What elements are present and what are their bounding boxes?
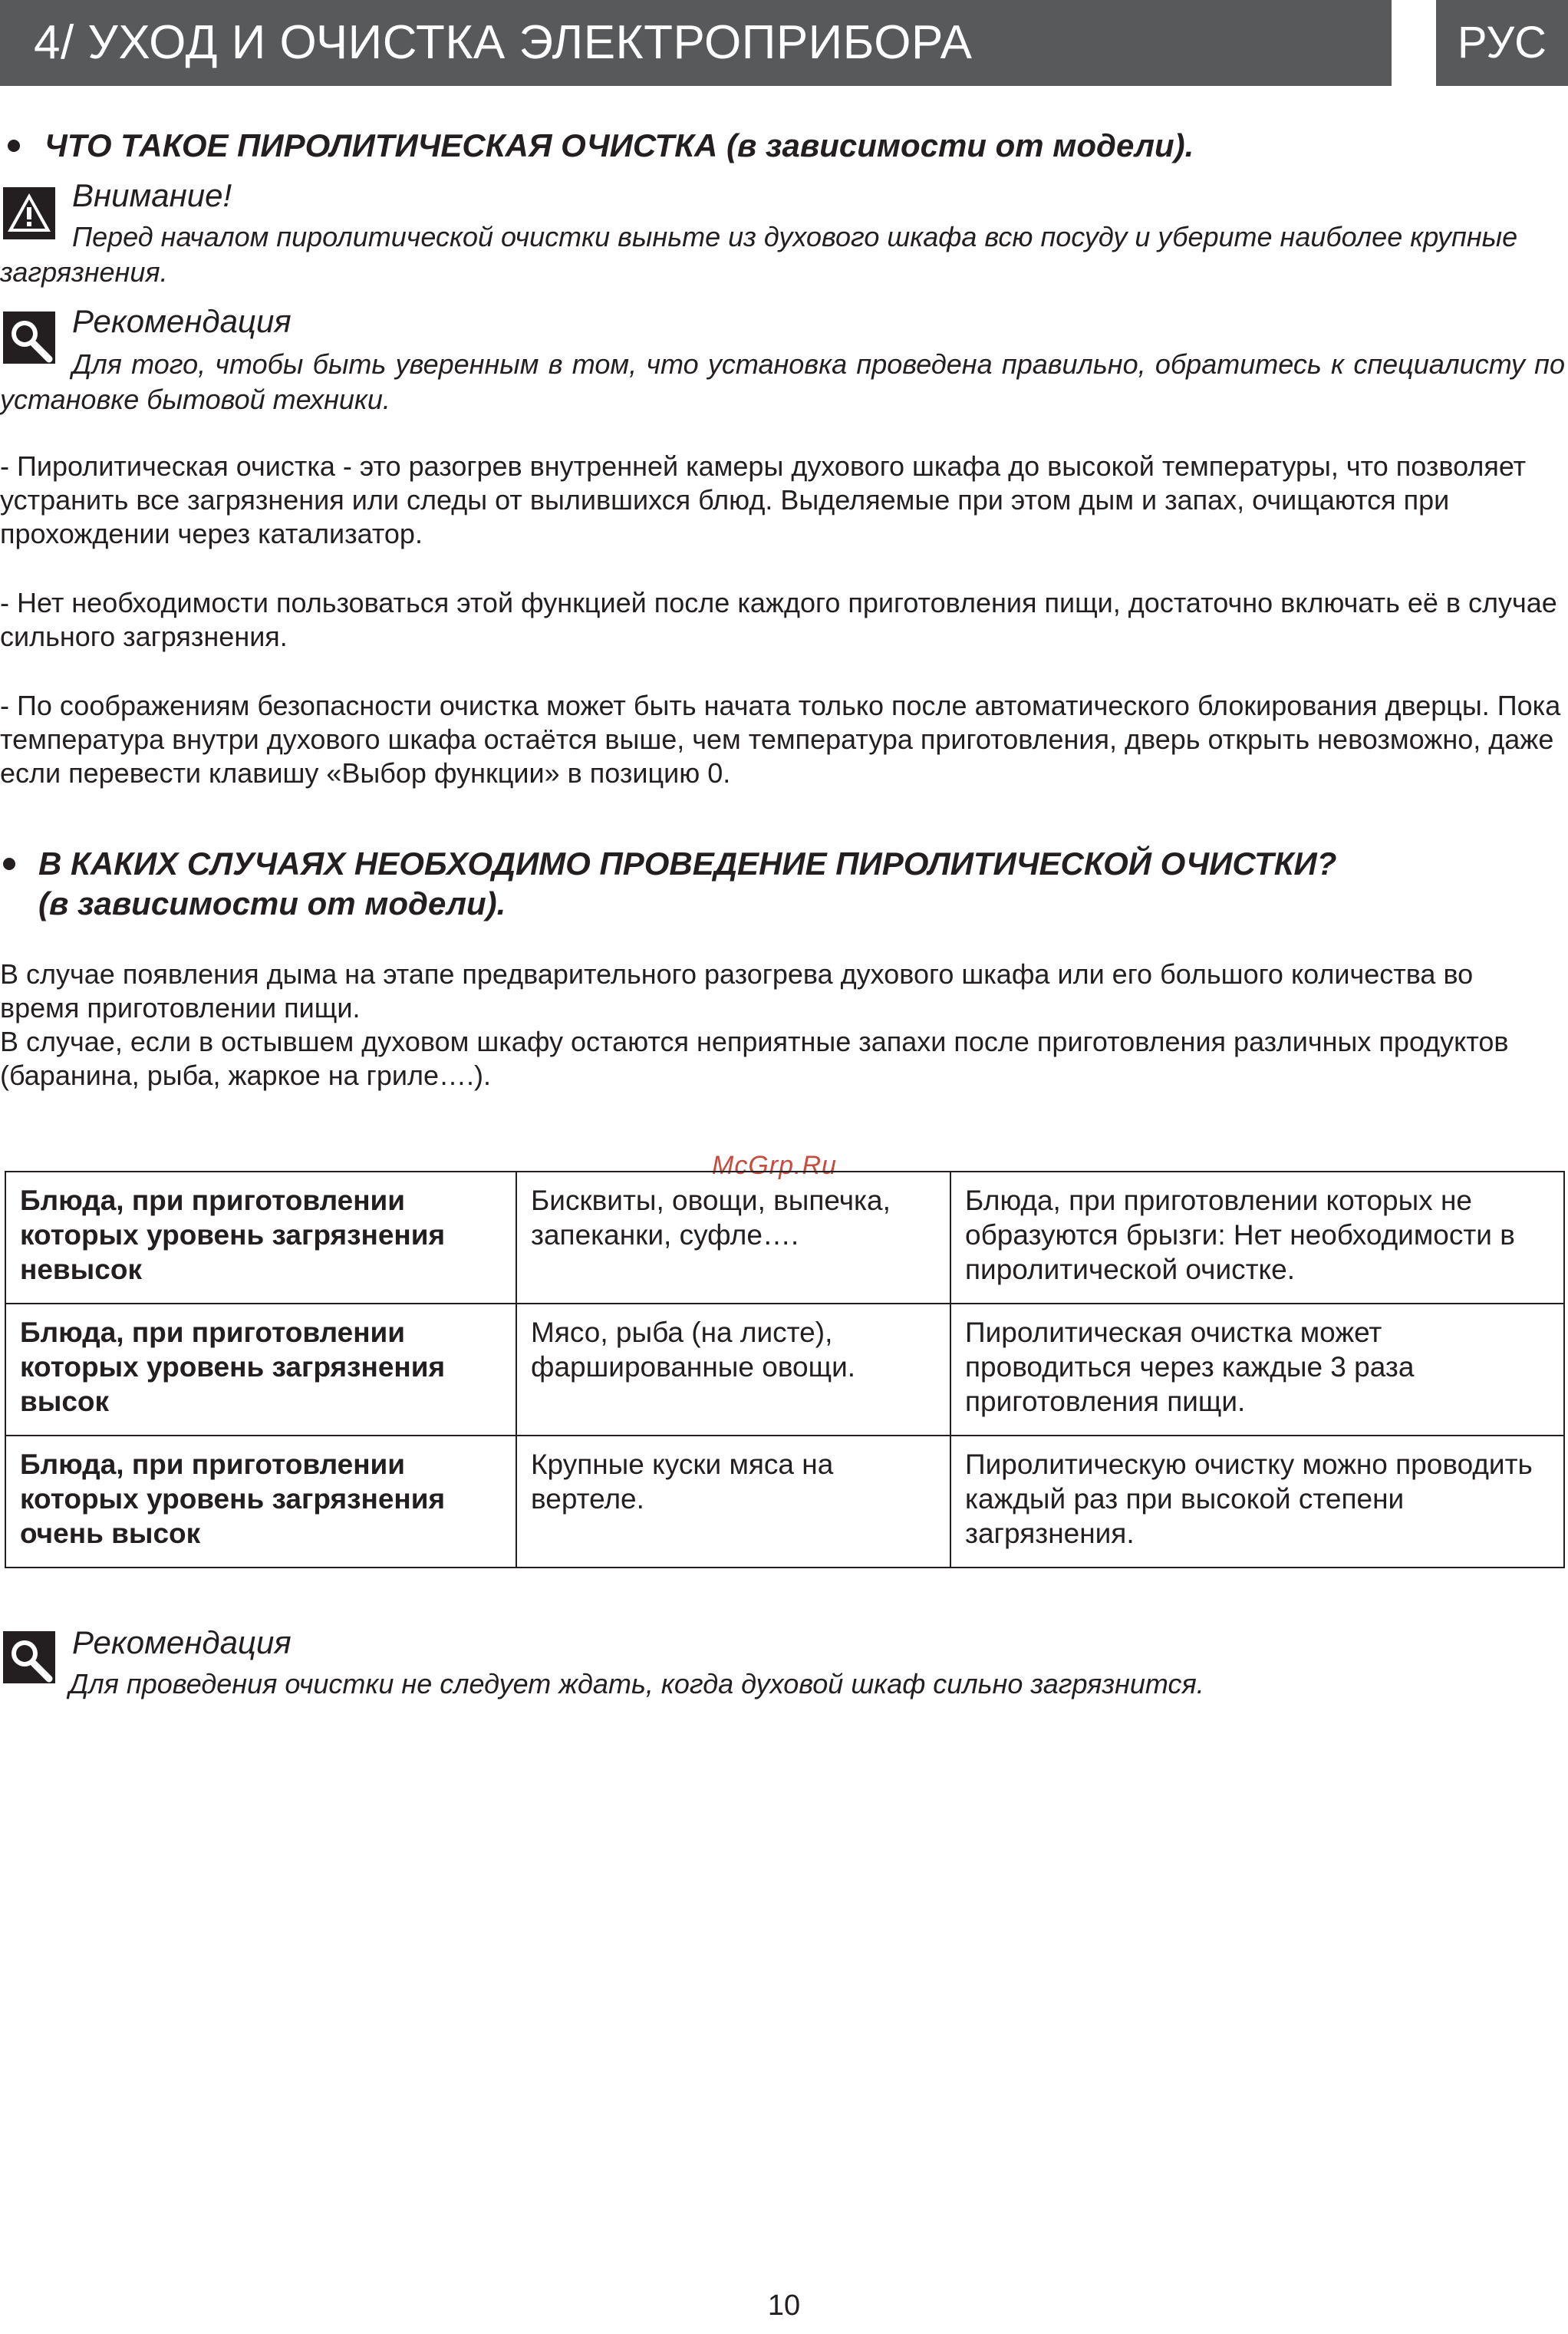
paragraph-pyrolysis-definition: - Пиролитическая очистка - это разогрев внутренней камеры духового шкафа до высокой температуры, что позволяет устранить все загрязнения или следы от вылившихся блюд. Выделяемые при этом дым и запах, очищаются при прохождении через катализатор. bbox=[0, 450, 1527, 549]
section1-title: ЧТО ТАКОЕ ПИРОЛИТИЧЕСКАЯ ОЧИСТКА (в зависимости от модели). bbox=[44, 127, 1194, 163]
paragraph-odor-case: В случае, если в остывшем духовом шкафу остаются неприятные запахи после приготовления различных продуктов (баранина, рыба, жаркое на гриле….). bbox=[0, 1026, 1509, 1091]
section2-title-line2: (в зависимости от модели). bbox=[38, 885, 506, 921]
section2-title-line1: В КАКИХ СЛУЧАЯХ НЕОБХОДИМО ПРОВЕДЕНИЕ ПИРОЛИТИЧЕСКОЙ ОЧИСТКИ? bbox=[38, 846, 1337, 882]
bullet-icon bbox=[3, 858, 15, 870]
final-recommendation-text: Для проведения очистки не следует ждать, когда духовой шкаф сильно загрязнится. bbox=[69, 1668, 1204, 1699]
paragraph-smoke-case: В случае появления дыма на этапе предварительного разогрева духового шкафа или его большого количества во время приготовлении пищи. bbox=[0, 958, 1474, 1024]
header-title: 4/ УХОД И ОЧИСТКА ЭЛЕКТРОПРИБОРА bbox=[34, 16, 973, 69]
table-row bbox=[5, 1172, 1564, 1304]
page-header bbox=[0, 0, 1392, 86]
table-cell-category: Блюда, при приготовлении которых уровень загрязнения очень высок bbox=[5, 1436, 516, 1568]
warning-text bbox=[0, 219, 1557, 290]
page-number: 10 bbox=[767, 2289, 801, 2322]
table-cell-examples: Крупные куски мяса на вертеле. bbox=[516, 1436, 950, 1568]
recommendation-heading: Рекомендация bbox=[72, 303, 292, 339]
table-cell-examples: Бисквиты, овощи, выпечка, запеканки, суфле…. bbox=[516, 1172, 950, 1304]
paragraph-usage-frequency: - Нет необходимости пользоваться этой функцией после каждого приготовления пищи, достаточно включать её в случае сильного загрязнения. bbox=[0, 587, 1557, 652]
table-row bbox=[5, 1436, 1564, 1568]
warning-text-content: Перед началом пиролитической очистки выньте из духового шкафа всю посуду и уберите наиболее крупные загрязнения. bbox=[0, 221, 1518, 288]
table-cell-advice: Блюда, при приготовлении которых не образуются брызги: Нет необходимости в пиролитической очистке. bbox=[950, 1172, 1564, 1304]
final-recommendation-heading: Рекомендация bbox=[72, 1624, 292, 1660]
soiling-level-table bbox=[5, 1171, 1565, 1568]
table-cell-examples: Мясо, рыба (на листе), фаршированные овощи. bbox=[516, 1304, 950, 1436]
table-cell-advice: Пиролитическую очистку можно проводить каждый раз при высокой степени загрязнения. bbox=[950, 1436, 1564, 1568]
table-row bbox=[5, 1304, 1564, 1436]
paragraph-safety-lock: - По соображениям безопасности очистка может быть начата только после автоматического блокирования дверцы. Пока температура внутри духового шкафа остаётся выше, чем температура приготовления, дверь открыть невозможно, даже если перевести клавишу «Выбор функции» в позицию 0. bbox=[0, 690, 1561, 789]
table-cell-advice: Пиролитическая очистка может проводиться через каждые 3 раза приготовления пищи. bbox=[950, 1304, 1564, 1436]
recommendation-text-content: Для того, чтобы быть уверенным в том, что установка проведена правильно, обратитесь к специалисту по установке бытовой техники. bbox=[0, 348, 1565, 415]
recommendation-text bbox=[0, 347, 1565, 417]
table-cell-category: Блюда, при приготовлении которых уровень загрязнения высок bbox=[5, 1304, 516, 1436]
magnifier-icon bbox=[3, 1631, 55, 1683]
language-badge: РУС bbox=[1436, 0, 1568, 86]
warning-heading: Внимание! bbox=[72, 177, 232, 213]
bullet-icon bbox=[8, 140, 20, 152]
table-cell-category: Блюда, при приготовлении которых уровень загрязнения невысок bbox=[5, 1172, 516, 1304]
watermark: McGrp.Ru bbox=[712, 1151, 837, 1180]
